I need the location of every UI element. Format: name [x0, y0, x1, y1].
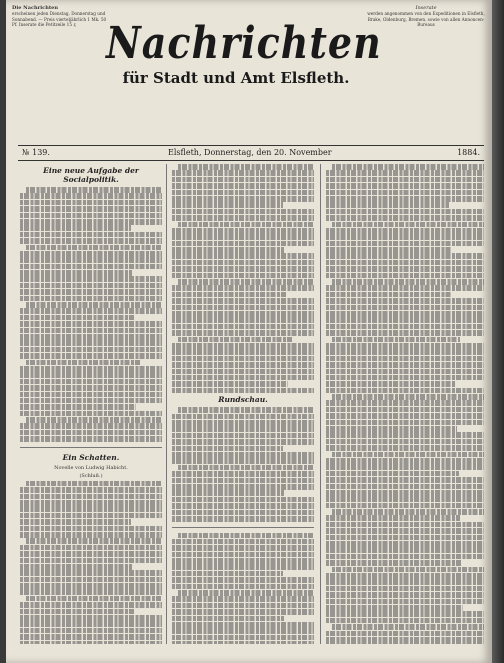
text-line: [172, 516, 314, 522]
text-line: [326, 317, 484, 323]
text-line: [172, 177, 314, 183]
text-line: [172, 253, 314, 259]
text-line: [172, 452, 314, 458]
text-line: [172, 356, 314, 362]
text-line: [20, 213, 162, 219]
text-line: [172, 292, 286, 298]
text-line: [326, 407, 484, 413]
subscription-notice-text: erscheinen jeden Dienstag, Donnerstag und Sonnabend. — Preis vierteljährlich 1 Mk. 50 Pf. Inserate die Petitzeile 15 ₰: [12, 11, 107, 28]
text-line: [20, 251, 162, 257]
text-line: [326, 547, 484, 553]
text-line: [326, 605, 463, 611]
text-line: [326, 215, 484, 221]
text-line: [332, 164, 484, 170]
text-line: [326, 554, 484, 560]
text-line: [20, 340, 162, 346]
advertisement-notice-heading: Inserate: [415, 5, 437, 11]
text-line: [326, 490, 484, 496]
text-line: [332, 624, 484, 630]
text-line: [20, 328, 162, 334]
text-line: [326, 305, 484, 311]
text-line: [20, 621, 162, 627]
text-line: [332, 567, 484, 573]
text-line: [172, 641, 314, 644]
text-line: [20, 296, 162, 302]
text-line: [172, 564, 314, 570]
column-one: [20, 164, 162, 644]
text-line: [172, 510, 314, 516]
text-line: [172, 503, 314, 509]
column-divider: [320, 164, 321, 644]
subscription-notice-heading: Die Nachrichten: [12, 5, 58, 11]
text-line: [326, 528, 484, 534]
text-line: [326, 573, 484, 579]
text-line: [326, 356, 484, 362]
text-line: [20, 551, 162, 557]
text-line: [172, 298, 314, 304]
text-line: [20, 219, 162, 225]
text-line: [326, 522, 484, 528]
text-line: [20, 206, 162, 212]
text-line: [326, 592, 484, 598]
text-line: [20, 283, 162, 289]
text-line: [20, 564, 132, 570]
text-line: [172, 446, 283, 452]
text-line: [326, 503, 484, 509]
text-line: [172, 190, 314, 196]
issue-place-date: Elsfleth, Donnerstag, den 20. November: [168, 148, 332, 157]
article-continuation: [172, 164, 314, 393]
text-line: [326, 643, 484, 644]
text-line: [178, 222, 314, 228]
text-line: [172, 628, 314, 634]
text-line: [20, 519, 131, 525]
text-line: [332, 452, 484, 458]
text-line: [326, 298, 484, 304]
text-line: [20, 532, 162, 538]
text-line: [172, 381, 288, 387]
text-line: [332, 279, 484, 285]
text-line: [20, 602, 162, 608]
text-line: [172, 317, 314, 323]
text-line: [172, 433, 314, 439]
text-line: [326, 420, 484, 426]
story-part: (Schluß.): [79, 472, 103, 479]
text-line: [172, 305, 314, 311]
text-line: [326, 458, 484, 464]
text-line: [326, 349, 484, 355]
text-line: [20, 430, 162, 436]
text-line: [326, 496, 484, 502]
rundschau-heading: Rundschau.: [218, 395, 268, 405]
text-line: [26, 245, 162, 251]
text-line: [172, 490, 284, 496]
text-line: [172, 285, 314, 291]
text-line: [20, 353, 162, 359]
text-line: [326, 586, 484, 592]
text-line: [172, 414, 314, 420]
text-line: [326, 209, 484, 215]
text-line: [332, 394, 484, 400]
text-line: [326, 202, 449, 208]
text-line: [172, 209, 314, 215]
text-line: [326, 464, 484, 470]
text-line: [26, 360, 141, 366]
text-line: [326, 241, 484, 247]
text-line: [326, 439, 484, 445]
text-line: [20, 392, 162, 398]
subscription-notice: [12, 6, 112, 28]
issue-number: № 139.: [22, 148, 50, 157]
text-line: [20, 487, 162, 493]
text-line: [178, 590, 314, 596]
text-line: [326, 381, 456, 387]
text-line: [20, 289, 162, 295]
text-line: [172, 596, 314, 602]
text-line: [172, 458, 314, 464]
text-line: [178, 279, 314, 285]
text-line: [20, 366, 162, 372]
binding-spine: [492, 0, 504, 663]
text-line: [172, 426, 314, 432]
text-line: [20, 372, 162, 378]
text-line: [326, 190, 484, 196]
text-line: [326, 183, 484, 189]
text-line: [326, 311, 484, 317]
text-line: [20, 379, 162, 385]
text-line: [20, 494, 162, 500]
text-line: [326, 343, 484, 349]
masthead: [106, 14, 382, 87]
text-line: [178, 164, 314, 170]
text-line: [172, 484, 314, 490]
text-line: [332, 337, 460, 343]
text-line: [326, 579, 484, 585]
text-line: [326, 413, 484, 419]
text-line: [326, 599, 484, 605]
column-three: [326, 164, 484, 644]
text-line: [20, 334, 162, 340]
text-line: [20, 404, 136, 410]
text-line: [20, 500, 162, 506]
text-line: [20, 411, 162, 417]
text-line: [326, 471, 459, 477]
text-line: [172, 215, 314, 221]
text-line: [326, 369, 484, 375]
text-line: [20, 526, 162, 532]
text-line: [172, 388, 314, 394]
text-line: [172, 202, 283, 208]
text-line: [20, 308, 162, 314]
text-line: [172, 170, 314, 176]
text-line: [326, 247, 451, 253]
text-line: [326, 375, 484, 381]
issue-bar: [18, 145, 484, 161]
text-line: [326, 324, 484, 330]
text-line: [326, 266, 484, 272]
text-line: [326, 541, 484, 547]
text-line: [172, 571, 283, 577]
rundschau-body: [172, 407, 314, 521]
text-line: [172, 471, 314, 477]
text-line: [172, 552, 314, 558]
text-line: [178, 465, 314, 471]
text-line: [20, 193, 162, 199]
text-line: [20, 398, 162, 404]
issue-year: 1884.: [457, 148, 480, 157]
text-line: [20, 315, 134, 321]
text-line: [172, 558, 314, 564]
text-line: [20, 264, 162, 270]
text-line: [172, 343, 314, 349]
text-line: [172, 228, 314, 234]
text-line: [172, 266, 314, 272]
text-line: [172, 349, 314, 355]
text-line: [178, 337, 293, 343]
text-line: [26, 538, 162, 544]
newspaper-page: [6, 0, 492, 663]
section-divider: [20, 447, 162, 448]
text-line: [326, 228, 484, 234]
text-line: [20, 589, 162, 595]
text-line: [20, 225, 131, 231]
text-line: [20, 347, 162, 353]
text-line: [326, 400, 484, 406]
text-line: [326, 362, 484, 368]
text-line: [20, 545, 162, 551]
story-author: Novelle von Ludwig Habicht.: [54, 464, 128, 471]
text-line: [172, 234, 314, 240]
column-two: [172, 164, 314, 644]
text-line: [172, 616, 284, 622]
text-line: [326, 170, 484, 176]
text-line: [20, 570, 162, 576]
text-line: [326, 515, 460, 521]
text-line: [332, 222, 484, 228]
text-line: [20, 628, 162, 634]
story-body: [20, 481, 162, 644]
text-line: [20, 385, 162, 391]
text-line: [26, 302, 162, 308]
text-line: [326, 618, 484, 624]
text-line: [172, 497, 314, 503]
text-line: [20, 276, 162, 282]
text-line: [20, 321, 162, 327]
text-line: [26, 596, 162, 602]
text-line: [172, 603, 314, 609]
text-line: [20, 436, 162, 442]
story-continuation: [172, 533, 314, 645]
text-line: [326, 253, 484, 259]
story-heading: Ein Schatten.: [62, 452, 120, 462]
text-line: [172, 183, 314, 189]
text-line: [326, 292, 452, 298]
text-line: [172, 324, 314, 330]
text-line: [26, 417, 162, 423]
text-line: [326, 273, 484, 279]
column-divider: [166, 164, 167, 644]
text-line: [172, 577, 314, 583]
text-line: [172, 439, 314, 445]
section-divider: [172, 527, 314, 528]
text-line: [172, 584, 314, 590]
text-line: [20, 257, 162, 263]
text-line: [172, 247, 284, 253]
text-line: [326, 426, 457, 432]
text-line: [20, 615, 162, 621]
text-line: [326, 260, 484, 266]
masthead-subtitle: für Stadt und Amt Elsfleth.: [122, 69, 350, 87]
text-line: [326, 196, 484, 202]
text-line: [20, 513, 162, 519]
text-line: [172, 635, 314, 641]
article-body: [20, 187, 162, 442]
text-line: [326, 484, 484, 490]
text-line: [172, 362, 314, 368]
text-line: [20, 423, 162, 429]
text-line: [326, 631, 484, 637]
text-line: [326, 611, 484, 617]
text-line: [172, 260, 314, 266]
text-line: [26, 481, 162, 487]
text-line: [326, 445, 484, 451]
text-line: [20, 232, 162, 238]
text-line: [326, 560, 462, 566]
text-line: [326, 330, 484, 336]
text-line: [326, 637, 484, 643]
text-line: [172, 478, 314, 484]
text-line: [20, 609, 134, 615]
text-line: [20, 238, 162, 244]
text-line: [172, 622, 314, 628]
text-line: [172, 311, 314, 317]
text-line: [172, 273, 314, 279]
masthead-title: Nachrichten: [106, 16, 382, 69]
text-line: [172, 420, 314, 426]
text-line: [178, 407, 314, 413]
text-line: [20, 200, 162, 206]
text-line: [172, 241, 314, 247]
text-line: [172, 545, 314, 551]
text-line: [172, 369, 314, 375]
text-line: [20, 583, 162, 589]
text-line: [172, 375, 314, 381]
text-line: [20, 270, 132, 276]
text-line: [326, 234, 484, 240]
text-line: [326, 388, 484, 394]
text-line: [172, 196, 314, 202]
text-line: [332, 509, 484, 515]
text-line: [20, 558, 162, 564]
news-body: [326, 164, 484, 644]
text-line: [326, 177, 484, 183]
article-heading: Eine neue Aufgabe der Socialpolitik.: [43, 166, 139, 184]
text-line: [20, 506, 162, 512]
text-line: [20, 577, 162, 583]
text-line: [172, 539, 314, 545]
text-line: [172, 609, 314, 615]
text-line: [20, 641, 162, 644]
text-line: [178, 533, 314, 539]
text-line: [172, 330, 314, 336]
advertisement-notice-text: werden angenommen von den Expeditionen in Elsfleth, Brake, Oldenburg, Bremen, sowie von allen Annoncen-Bureaus: [367, 11, 485, 28]
text-line: [326, 477, 484, 483]
text-line: [20, 634, 162, 640]
text-line: [26, 187, 162, 193]
text-line: [326, 285, 484, 291]
text-line: [326, 535, 484, 541]
text-line: [326, 432, 484, 438]
